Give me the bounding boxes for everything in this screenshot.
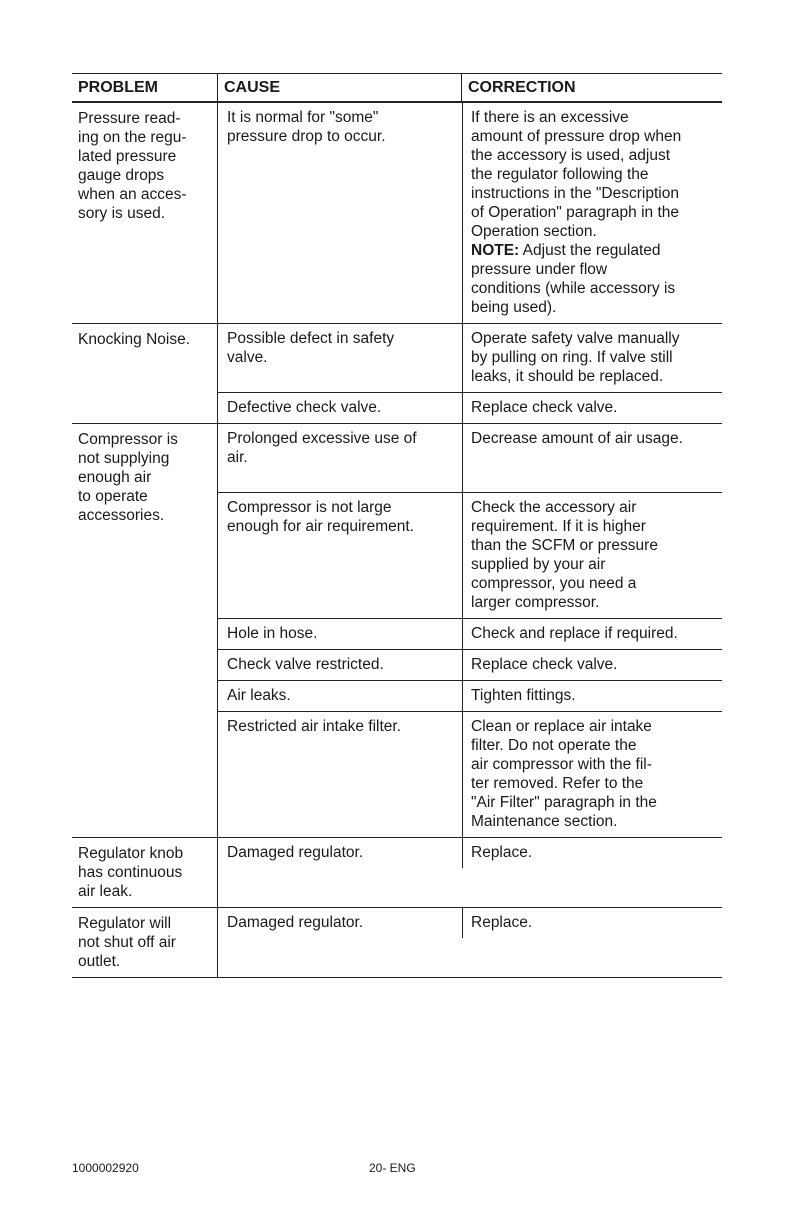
- correction-cell: Replace.: [462, 838, 722, 868]
- document-number: 1000002920: [72, 1161, 139, 1175]
- table-row: [218, 619, 722, 650]
- cause-cell: It is normal for "some" pressure drop to occur.: [227, 109, 386, 145]
- cause-cell: Damaged regulator.: [227, 844, 364, 861]
- correction-cell: Replace check valve.: [462, 650, 722, 680]
- table-row: [218, 681, 722, 712]
- table-row: [218, 650, 722, 681]
- troubleshooting-table: [72, 73, 722, 978]
- note-text: Adjust the regulated pressure under flow conditions (while accessory is being used).: [471, 242, 676, 316]
- problem-group: [72, 838, 722, 908]
- problem-group: [72, 908, 722, 978]
- correction-cell: Operate safety valve manually by pulling on ring. If valve still leaks, it should be replaced.: [462, 324, 722, 392]
- cause-cell: Damaged regulator.: [227, 914, 364, 931]
- cause-cell: Possible defect in safety valve.: [227, 330, 395, 366]
- problem-cell: Pressure read- ing on the regu- lated pressure gauge drops when an acces- sory is used.: [78, 110, 187, 222]
- table-header: [72, 74, 722, 103]
- cause-cell: Check valve restricted.: [227, 656, 384, 673]
- problem-cell: Compressor is not supplying enough air to operate accessories.: [78, 431, 178, 524]
- correction-cell: Check the accessory air requirement. If it is higher than the SCFM or pressure supplied by your air compressor, you need a larger compressor.: [462, 493, 722, 618]
- problem-group: [72, 103, 722, 324]
- cause-cell: Compressor is not large enough for air requirement.: [227, 499, 414, 535]
- table-row: [218, 712, 722, 837]
- problem-cell: Regulator will not shut off air outlet.: [78, 915, 176, 970]
- correction-cell: Check and replace if required.: [462, 619, 722, 649]
- problem-cell: Regulator knob has continuous air leak.: [78, 845, 184, 900]
- table-row: [218, 493, 722, 619]
- correction-cell: Tighten fittings.: [462, 681, 722, 711]
- header-cause: CAUSE: [217, 74, 461, 101]
- table-row: [218, 424, 722, 493]
- table-row: [218, 908, 722, 938]
- cause-cell: Restricted air intake filter.: [227, 718, 402, 735]
- cause-cell: Defective check valve.: [227, 399, 382, 416]
- correction-cell: Clean or replace air intake filter. Do not operate the air compressor with the fil- ter removed. Refer to the "Air Filter" paragraph in the Maintenance section.: [462, 712, 722, 837]
- note-label: NOTE:: [471, 242, 520, 259]
- correction-cell: Replace.: [462, 908, 722, 938]
- correction-cell: [462, 103, 722, 323]
- table-row: [218, 393, 722, 423]
- correction-text: If there is an excessive amount of pressure drop when the accessory is used, adjust the regulator following the instructions in the "Description of Operation" paragraph in the Operation section.: [471, 109, 682, 240]
- cause-cell: Air leaks.: [227, 687, 291, 704]
- problem-group: [72, 424, 722, 838]
- cause-cell: Hole in hose.: [227, 625, 318, 642]
- table-row: [218, 838, 722, 868]
- problem-cell: Knocking Noise.: [78, 331, 191, 348]
- table-row: [218, 324, 722, 393]
- correction-cell: Replace check valve.: [462, 393, 722, 423]
- header-correction: CORRECTION: [461, 74, 722, 101]
- header-problem: PROBLEM: [78, 79, 158, 96]
- page-number: 20- ENG: [369, 1161, 416, 1175]
- cause-cell: Prolonged excessive use of air.: [227, 430, 417, 466]
- problem-group: [72, 324, 722, 424]
- correction-cell: Decrease amount of air usage.: [462, 424, 722, 492]
- table-row: [218, 103, 722, 323]
